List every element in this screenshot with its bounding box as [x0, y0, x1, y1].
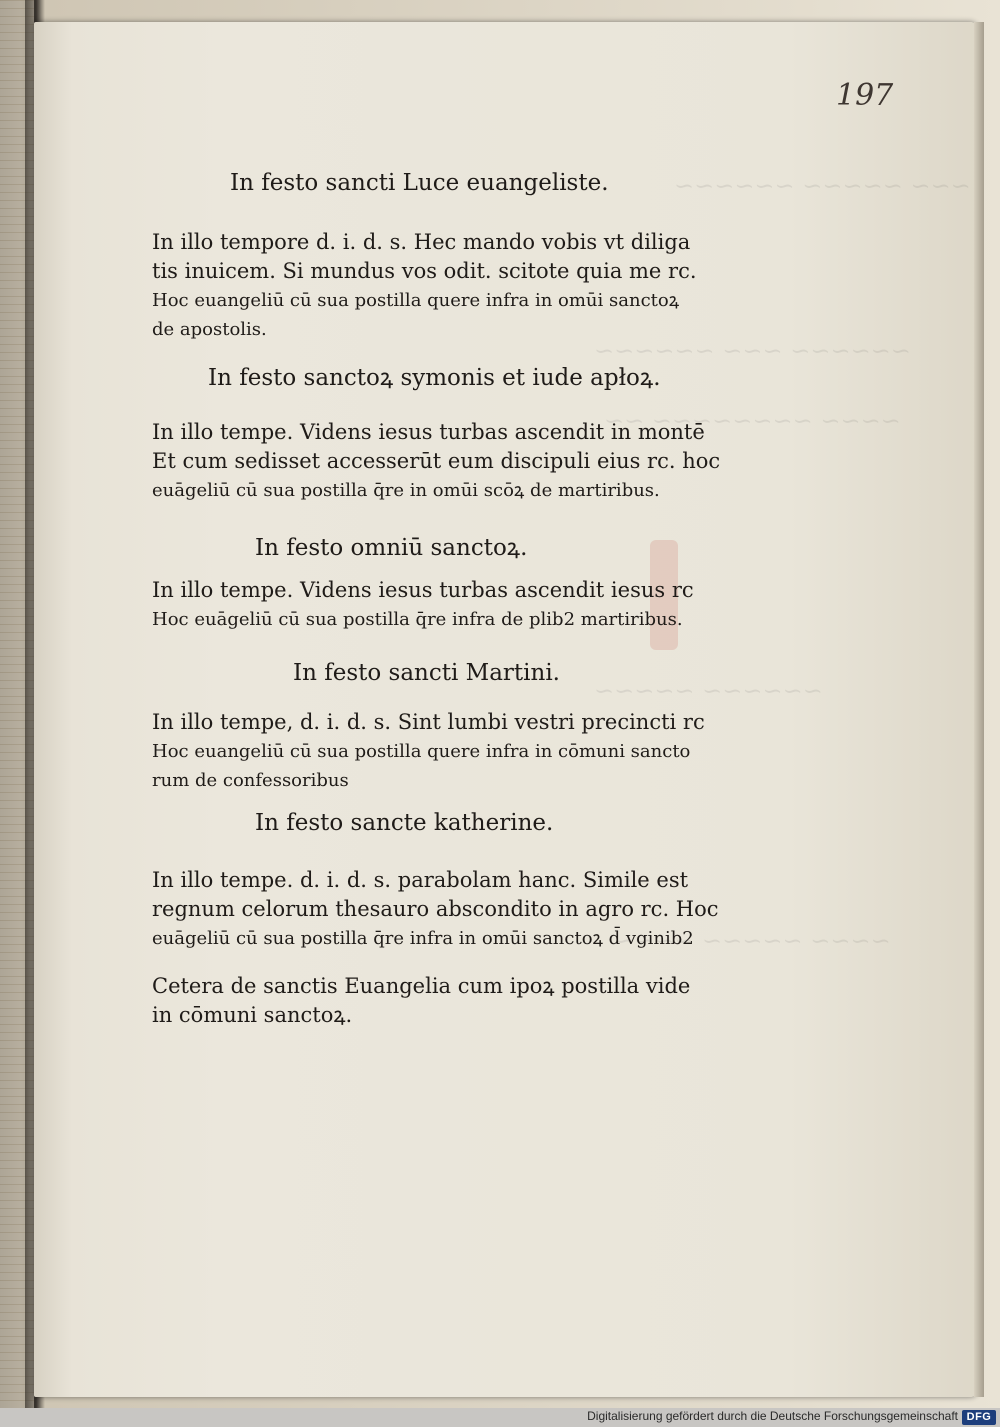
- show-through-text: ~~~ ~~~~~ ~~~~~~: [674, 172, 971, 200]
- dfg-logo: DFG: [962, 1410, 996, 1425]
- text-line: in cōmuni sanctoꝝ.: [152, 1003, 353, 1027]
- closing-text: [152, 972, 722, 1030]
- text-line: Hoc euāgeliū cū sua postilla q̄re infra de plib2 martiribus.: [152, 609, 683, 630]
- section-text: [152, 708, 722, 795]
- text-line: In illo tempe. Videns iesus turbas ascendit in montē: [152, 420, 705, 444]
- section-text: [152, 228, 722, 344]
- digitization-footer: [0, 1408, 1000, 1427]
- show-through-text: ~~~~ ~~~~~ ~~~~: [614, 927, 891, 955]
- text-line: Hoc euangeliū cū sua postilla quere infra in omūi sanctoꝝ: [152, 290, 680, 311]
- section-heading: In festo sancti Martini.: [293, 660, 560, 686]
- section-heading: In festo sancti Luce euangeliste.: [230, 170, 609, 196]
- folio-number: 197: [836, 78, 894, 113]
- section-heading: In festo sancte katherine.: [255, 810, 554, 836]
- text-line: de apostolis.: [152, 319, 267, 340]
- text-line: Cetera de sanctis Euangelia cum ipoꝝ postilla vide: [152, 974, 691, 998]
- text-line: In illo tempe. Videns iesus turbas ascendit iesus rc: [152, 578, 694, 602]
- text-line: tis inuicem. Si mundus vos odit. scitote quia me rc.: [152, 259, 697, 283]
- show-through-text: ~~~~~~ ~~~ ~~~~~~: [594, 337, 911, 365]
- section-text: [152, 418, 722, 505]
- page-right-edge: [974, 22, 984, 1397]
- text-line: Et cum sedisset accesserūt eum discipuli eius rc. hoc: [152, 449, 721, 473]
- footer-credit: Digitalisierung gefördert durch die Deutsche Forschungsgemeinschaft: [587, 1409, 958, 1423]
- section-heading: In festo omniū sanctoꝝ.: [255, 535, 528, 561]
- text-line: rum de confessoribus: [152, 770, 349, 791]
- section-text: [152, 576, 722, 634]
- text-line: regnum celorum thesauro abscondito in agro rc. Hoc: [152, 897, 719, 921]
- text-line: In illo tempore d. i. d. s. Hec mando vobis vt diliga: [152, 230, 691, 254]
- text-line: Hoc euangeliū cū sua postilla quere infra in cōmuni sancto: [152, 741, 691, 762]
- text-line: In illo tempe. d. i. d. s. parabolam hanc. Simile est: [152, 868, 689, 892]
- text-line: euāgeliū cū sua postilla q̄re in omūi scōꝝ de martiribus.: [152, 480, 660, 501]
- section-text: [152, 866, 722, 953]
- text-line: In illo tempe, d. i. d. s. Sint lumbi vestri precincti rc: [152, 710, 705, 734]
- show-through-text: ~~~~~~ ~~~~~: [594, 677, 823, 705]
- section-heading: In festo sanctoꝝ symonis et iude apłoꝝ.: [208, 365, 661, 391]
- show-through-text: ~~~~ ~~~~~~~~ ~~: [604, 407, 901, 435]
- text-line: euāgeliū cū sua postilla q̄re infra in omūi sanctoꝝ d̄ vginib2: [152, 928, 694, 949]
